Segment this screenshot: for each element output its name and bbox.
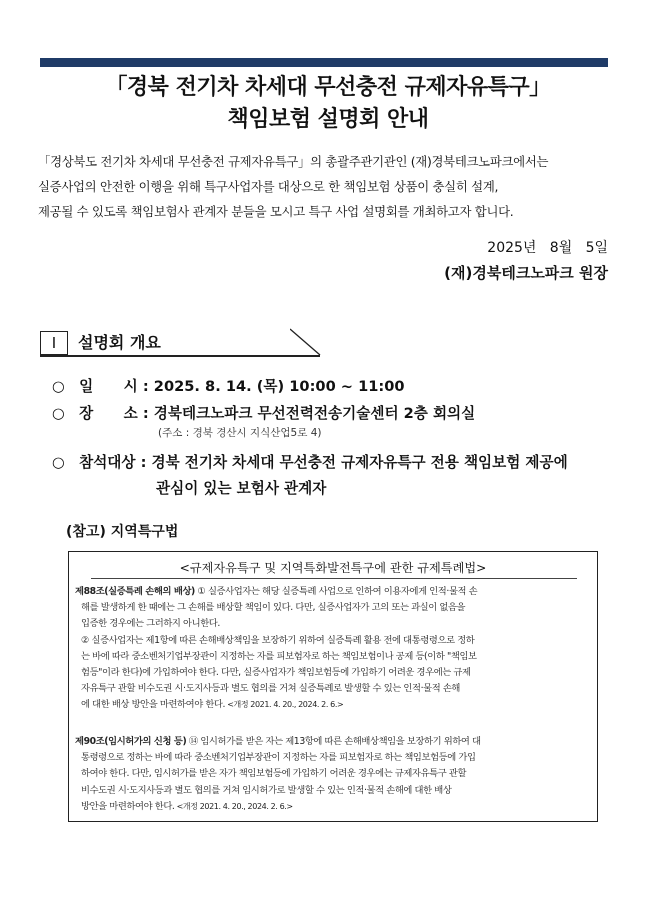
bullet-icon: ○ [52,454,65,471]
overview-when [52,375,405,396]
document-title-line1: 「경북 전기차 차세대 무선충전 규제자유특구」 [105,75,551,100]
when-value: 2025. 8. 14. (목) 10:00 ~ 11:00 [153,378,405,395]
issue-date: 2025년 8월 5일 [487,240,608,256]
law-article-88: 제88조(실증특례 손해의 배상) ① 실증사업자는 해당 실증특례 사업으로 인하여 이용자에게 인적·물적 손 해를 발생하게 한 때에는 그 손해를 배상할 책임이 있다. 다만, 실증사업자가 고의 또는 과실이 없음을 입증한 경우에는 그러하지 아니한다. ② 실증사업자는 제1항에 따른 손해배상책임을 보장하기 위하여 실증특례 활용 전에 대통령령으로 정하 는 바에 따라 중소벤처기업부장관이 지정하는 자를 피보험자로 하는 책임보험이나 공제 등(이하 "책임보 험등"이라 한다)에 가입하여야 한다. 다만, 실증사업자가 책임보험등에 가입하기 어려운 경우에는 규제 자유특구 관할 비수도권 시·도지사등과 별도 협의를 거쳐 실증특례로 발생할 수 있는 인적·물적 손해 에 대한 배상 방안을 마련하여야 한다. <개정 2021. 4. 20., 2024. 2. 6.> [75,586,478,711]
title-accent-bar [40,58,608,67]
law-article-90: 제90조(임시허가의 신청 등) ⑭ 임시허가를 받은 자는 제13항에 따른 손해배상책임을 보장하기 위하여 대 통령령으로 정하는 바에 따라 중소벤처기업부장관이 지정하는 자를 피보험자로 하는 책임보험등에 가입 하여야 한다. 다만, 임시허가를 받은 자가 책임보험등에 가입하기 어려운 경우에는 규제자유특구 관할 비수도권 시·도지사등과 별도 협의를 거쳐 임시허가로 발생할 수 있는 인적·물적 손해에 대한 배상 방안을 마련하여야 한다. <개정 2021. 4. 20., 2024. 2. 6.> [75,736,481,812]
where-value: 경북테크노파크 무선전력전송기술센터 2층 회의실 [153,405,476,422]
article-90-heading: 제90조(임시허가의 신청 등) [75,736,187,747]
bullet-icon: ○ [52,405,65,422]
intro-line-1: 「경상북도 전기차 차세대 무선충전 규제자유특구」의 총괄주관기관인 (재)경북테크노파크에서는 [38,154,549,169]
intro-line-3: 제공될 수 있도록 책임보험사 관계자 분들을 모시고 특구 사업 설명회를 개최하고자 합니다. [38,204,514,219]
overview-where [52,402,475,423]
issuer: (재)경북테크노파크 원장 [444,264,608,282]
law-title: <규제자유특구 및 지역특화발전특구에 관한 규제특례법> [179,561,487,575]
document-title-line2: 책임보험 설명회 안내 [227,107,429,132]
law-excerpt-box [68,551,598,822]
intro-line-2: 실증사업의 안전한 이행을 위해 특구사업자를 대상으로 한 책임보험 상품이 충실히 설계, [38,179,499,194]
attendees-value: 경북 전기차 차세대 무선충전 규제자유특구 전용 책임보험 제공에 [151,454,568,471]
amendment-note: <개정 2021. 4. 20., 2024. 2. 6.> [225,700,344,710]
section-tab-slant [290,326,324,358]
attendees-label: 참석대상 : [79,454,147,471]
reference-heading: (참고) 지역특구법 [66,524,179,540]
section-number: Ⅰ [40,331,68,355]
overview-attendees [52,451,568,472]
where-address: (주소 : 경북 경산시 지식산업5로 4) [158,427,322,439]
where-label: 장 소 : [79,405,149,422]
when-label: 일 시 : [79,378,149,395]
bullet-icon: ○ [52,378,65,395]
section-underline [40,355,320,357]
article-88-heading: 제88조(실증특례 손해의 배상) [75,586,195,597]
attendees-value-cont: 관심이 있는 보험사 관계자 [156,480,327,497]
section-title: 설명회 개요 [78,333,161,352]
law-title-divider [91,578,577,579]
amendment-note: <개정 2021. 4. 20., 2024. 2. 6.> [174,801,293,811]
